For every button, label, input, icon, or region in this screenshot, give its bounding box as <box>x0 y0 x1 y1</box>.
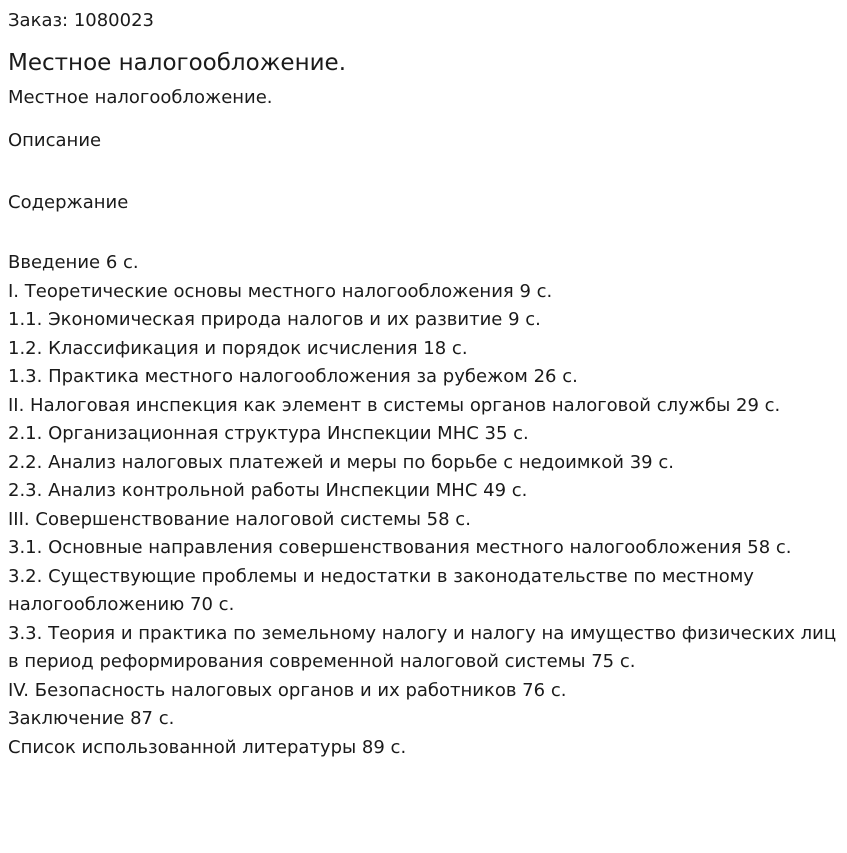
page-title: Местное налогообложение. <box>8 50 347 76</box>
toc-item: 2.2. Анализ налоговых платежей и меры по борьбе с недоимкой 39 с. <box>8 451 674 473</box>
toc-item: 3.2. Существующие проблемы и недостатки в законодательстве по местному налогообложению 70 с. <box>8 565 754 615</box>
toc-item: 2.1. Организационная структура Инспекции МНС 35 с. <box>8 423 529 444</box>
table-of-contents <box>8 249 839 762</box>
toc-item: I. Теоретические основы местного налогообложения 9 с. <box>8 280 553 302</box>
order-number: Заказ: 1080023 <box>8 10 154 31</box>
toc-item: 3.3. Теория и практика по земельному налогу и налогу на имущество физических лиц в период реформирования современной налоговой системы 75 с. <box>8 622 837 672</box>
contents-label: Содержание <box>8 192 129 213</box>
toc-item: Список использованной литературы 89 с. <box>8 736 407 758</box>
toc-item: Введение 6 с. <box>8 252 139 273</box>
toc-item: 1.3. Практика местного налогообложения за рубежом 26 с. <box>8 366 578 387</box>
toc-item: II. Налоговая инспекция как элемент в системы органов налоговой службы 29 с. <box>8 394 781 416</box>
toc-item: 3.1. Основные направления совершенствования местного налогообложения 58 с. <box>8 537 792 558</box>
toc-item: Заключение 87 с. <box>8 708 175 729</box>
toc-item: 2.3. Анализ контрольной работы Инспекции МНС 49 с. <box>8 480 528 501</box>
description-label: Описание <box>8 130 102 151</box>
toc-item: III. Совершенствование налоговой системы 58 с. <box>8 508 471 530</box>
page-subtitle: Местное налогообложение. <box>8 87 273 108</box>
toc-item: IV. Безопасность налоговых органов и их работников 76 с. <box>8 679 567 701</box>
toc-item: 1.1. Экономическая природа налогов и их развитие 9 с. <box>8 309 541 330</box>
toc-item: 1.2. Классификация и порядок исчисления 18 с. <box>8 337 468 359</box>
